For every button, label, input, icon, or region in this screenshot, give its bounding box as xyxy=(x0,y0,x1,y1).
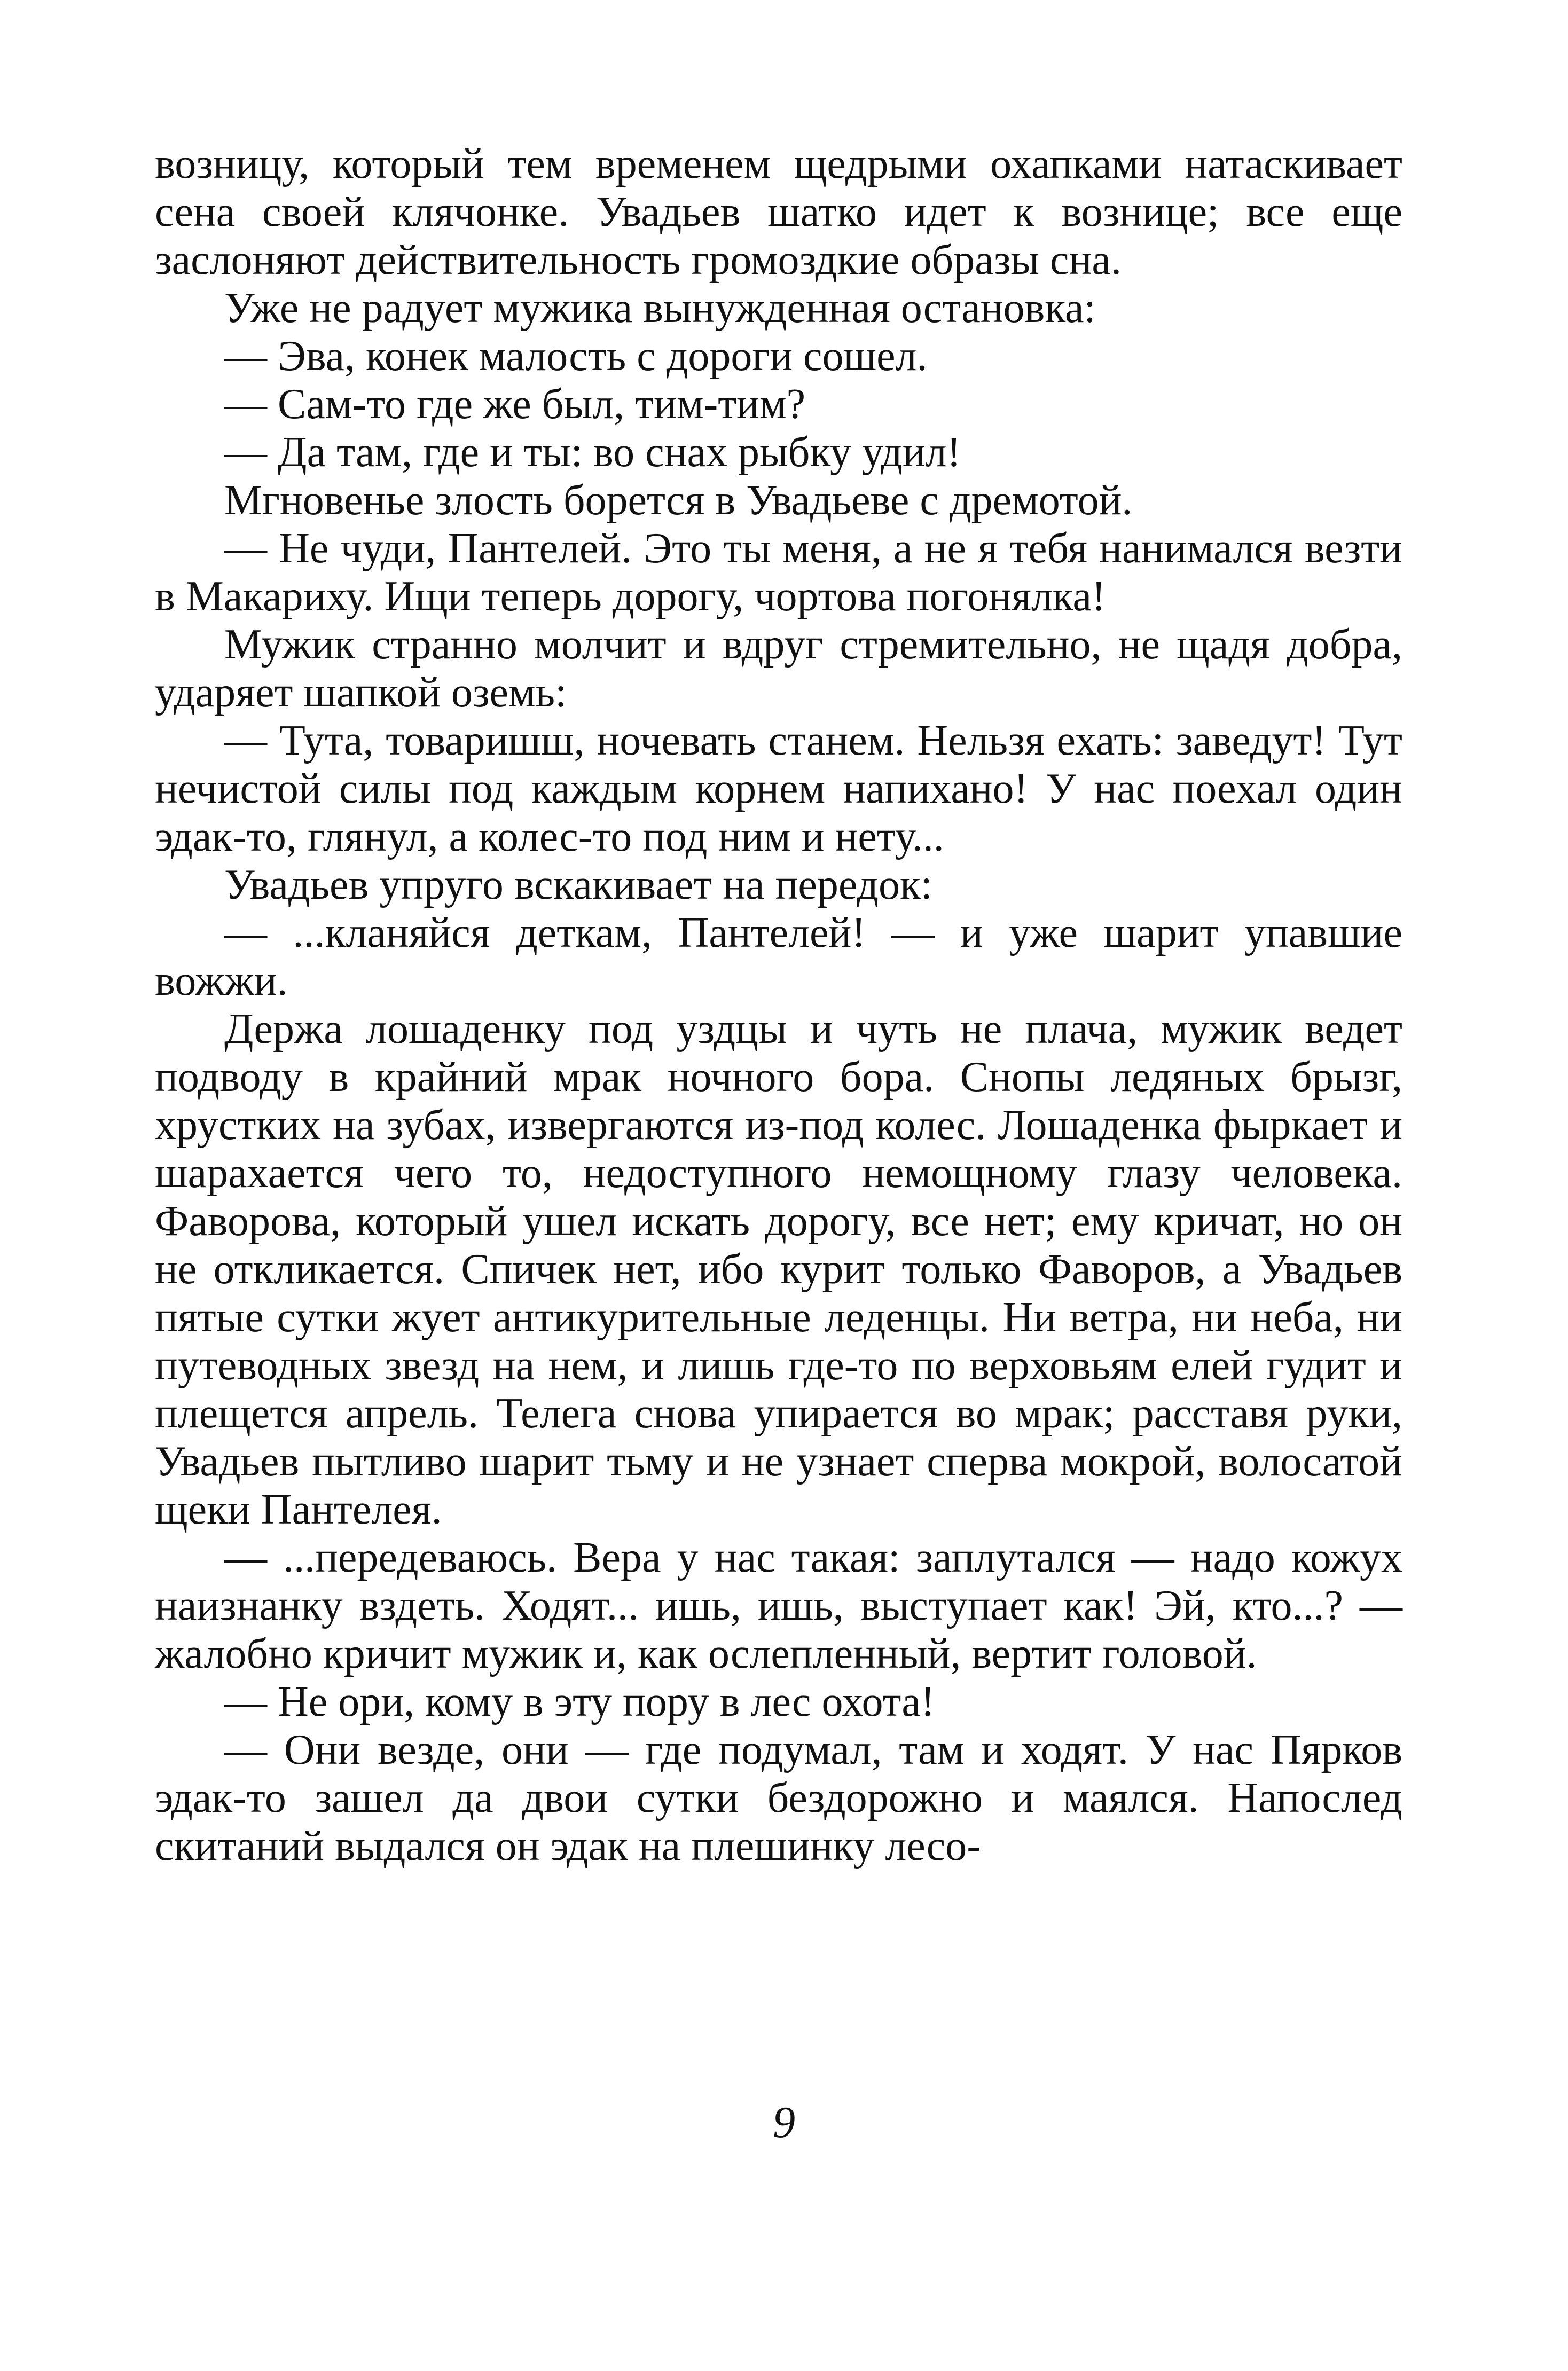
paragraph-8: Мужик странно молчит и вдруг стремительно, не щадя добра, ударяет шапкой оземь: xyxy=(155,621,1402,716)
page-number: 9 xyxy=(773,2098,795,2147)
paragraph-1: возницу, который тем временем щедрыми охапками натаскивает сена своей клячонке. Увадьев шатко идет к вознице; все еще заслоняют действительность громоздкие образы сна. xyxy=(155,140,1402,284)
paragraph-10: Увадьев упруго вскакивает на передок: xyxy=(224,861,933,908)
paragraph-13: — ...передеваюсь. Вера у нас такая: заплутался — надо кожух наизнанку вздеть. Ходят... ишь, ишь, выступает как! Эй, кто...? — жалобно кричит мужик и, как ослепленный, вертит головой. xyxy=(155,1534,1402,1677)
paragraph-3: — Эва, конек малость с дороги сошел. xyxy=(224,333,928,380)
page-body xyxy=(155,140,1402,1870)
paragraph-12: Держа лошаденку под уздцы и чуть не плача, мужик ведет подводу в крайний мрак ночного бора. Снопы ледяных брызг, хрустких на зубах, извергаются из-под колес. Лошаденка фыркает и шарахается чего то, недоступного немощному глазу человека. Фаворова, который ушел искать дорогу, все нет; ему кричат, но он не откликается. Спичек нет, ибо курит только Фаворов, а Увадьев пятые сутки жует антикурительные леденцы. Ни ветра, ни неба, ни путеводных звезд на нем, и лишь где-то по верховьям елей гудит и плещется апрель. Телега снова упирается во мрак; расставя руки, Увадьев пытливо шарит тьму и не узнает сперва мокрой, волосатой щеки Пантелея. xyxy=(155,1006,1402,1533)
paragraph-9: — Тута, товаришш, ночевать станем. Нельзя ехать: заведут! Тут нечистой силы под каждым корнем напихано! У нас поехал один эдак-то, глянул, а колес-то под ним и нету... xyxy=(155,717,1402,860)
paragraph-7: — Не чуди, Пантелей. Это ты меня, а не я тебя нанимался везти в Макариху. Ищи теперь дорогу, чортова погонялка! xyxy=(155,525,1402,620)
paragraph-6: Мгновенье злость борется в Увадьеве с дремотой. xyxy=(224,477,1133,524)
paragraph-14: — Не ори, кому в эту пору в лес охота! xyxy=(224,1678,935,1725)
paragraph-5: — Да там, где и ты: во снах рыбку удил! xyxy=(224,429,961,476)
paragraph-4: — Сам-то где же был, тим-тим? xyxy=(224,381,806,428)
paragraph-2: Уже не радует мужика вынужденная остановка: xyxy=(224,285,1096,332)
paragraph-15: — Они везде, они — где подумал, там и ходят. У нас Пярков эдак-то зашел да двои сутки бездорожно и маялся. Напослед скитаний выдался он эдак на плешинку лесо- xyxy=(155,1726,1402,1870)
paragraph-11: — ...кланяйся деткам, Пантелей! — и уже шарит упавшие вожжи. xyxy=(155,909,1402,1004)
